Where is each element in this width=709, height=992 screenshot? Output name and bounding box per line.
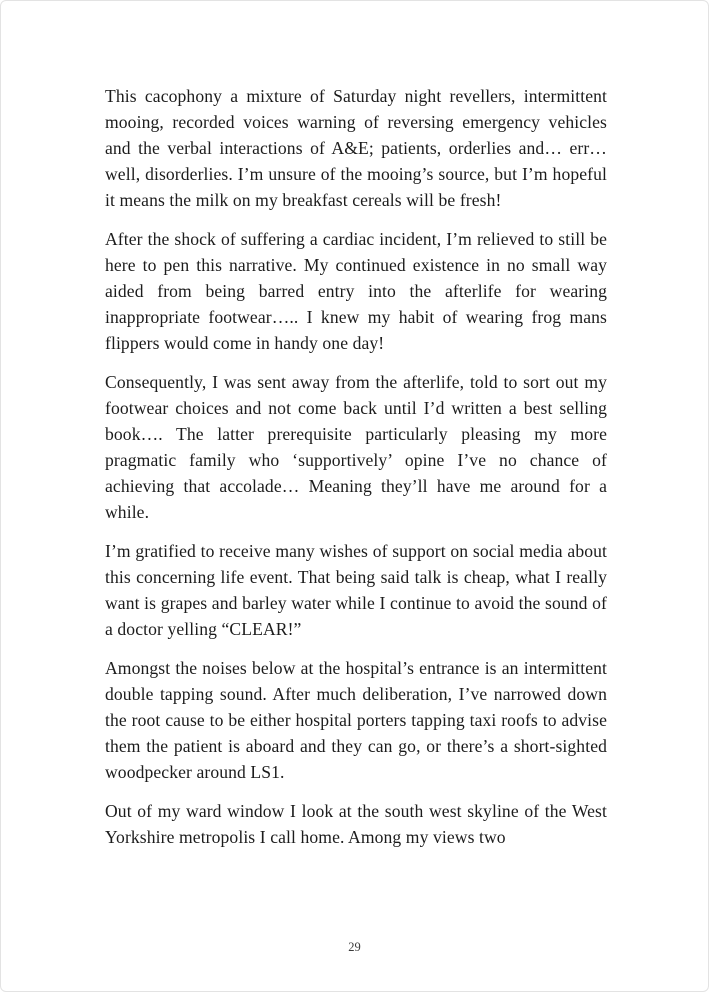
paragraph: I’m gratified to receive many wishes of support on social media about this concerning life event. That being said talk is cheap, what I really want is grapes and barley water while I continue to avoid the sound of a doctor yelling “CLEAR!” (105, 541, 607, 639)
paragraph: This cacophony a mixture of Saturday night revellers, intermittent mooing, recorded voices warning of reversing emergency vehicles and the verbal interactions of A&E; patients, orderlies and… err… well, disorderlies. I’m unsure of the mooing’s source, but I’m hopeful it means the milk on my breakfast cereals will be fresh! (105, 86, 607, 210)
page-number: 29 (348, 940, 361, 954)
paragraph: Consequently, I was sent away from the afterlife, told to sort out my footwear choices and not come back until I’d written a best selling book…. The latter prerequisite particularly pleasing my more pragmatic family who ‘supportively’ opine I’ve no chance of achieving that accolade… Meaning they’ll have me around for a while. (105, 372, 607, 522)
paragraph: Amongst the noises below at the hospital’s entrance is an intermittent double tapping sound. After much deliberation, I’ve narrowed down the root cause to be either hospital porters tapping taxi roofs to advise them the patient is aboard and they can go, or there’s a short-sighted woodpecker around LS1. (105, 658, 607, 782)
paragraph: After the shock of suffering a cardiac incident, I’m relieved to still be here to pen this narrative. My continued existence in no small way aided from being barred entry into the afterlife for wearing inappropriate footwear….. I knew my habit of wearing frog mans flippers would come in handy one day! (105, 229, 607, 353)
paragraph: Out of my ward window I look at the south west skyline of the West Yorkshire metropolis I call home. Among my views two (105, 801, 607, 847)
page-text-block (105, 83, 607, 863)
